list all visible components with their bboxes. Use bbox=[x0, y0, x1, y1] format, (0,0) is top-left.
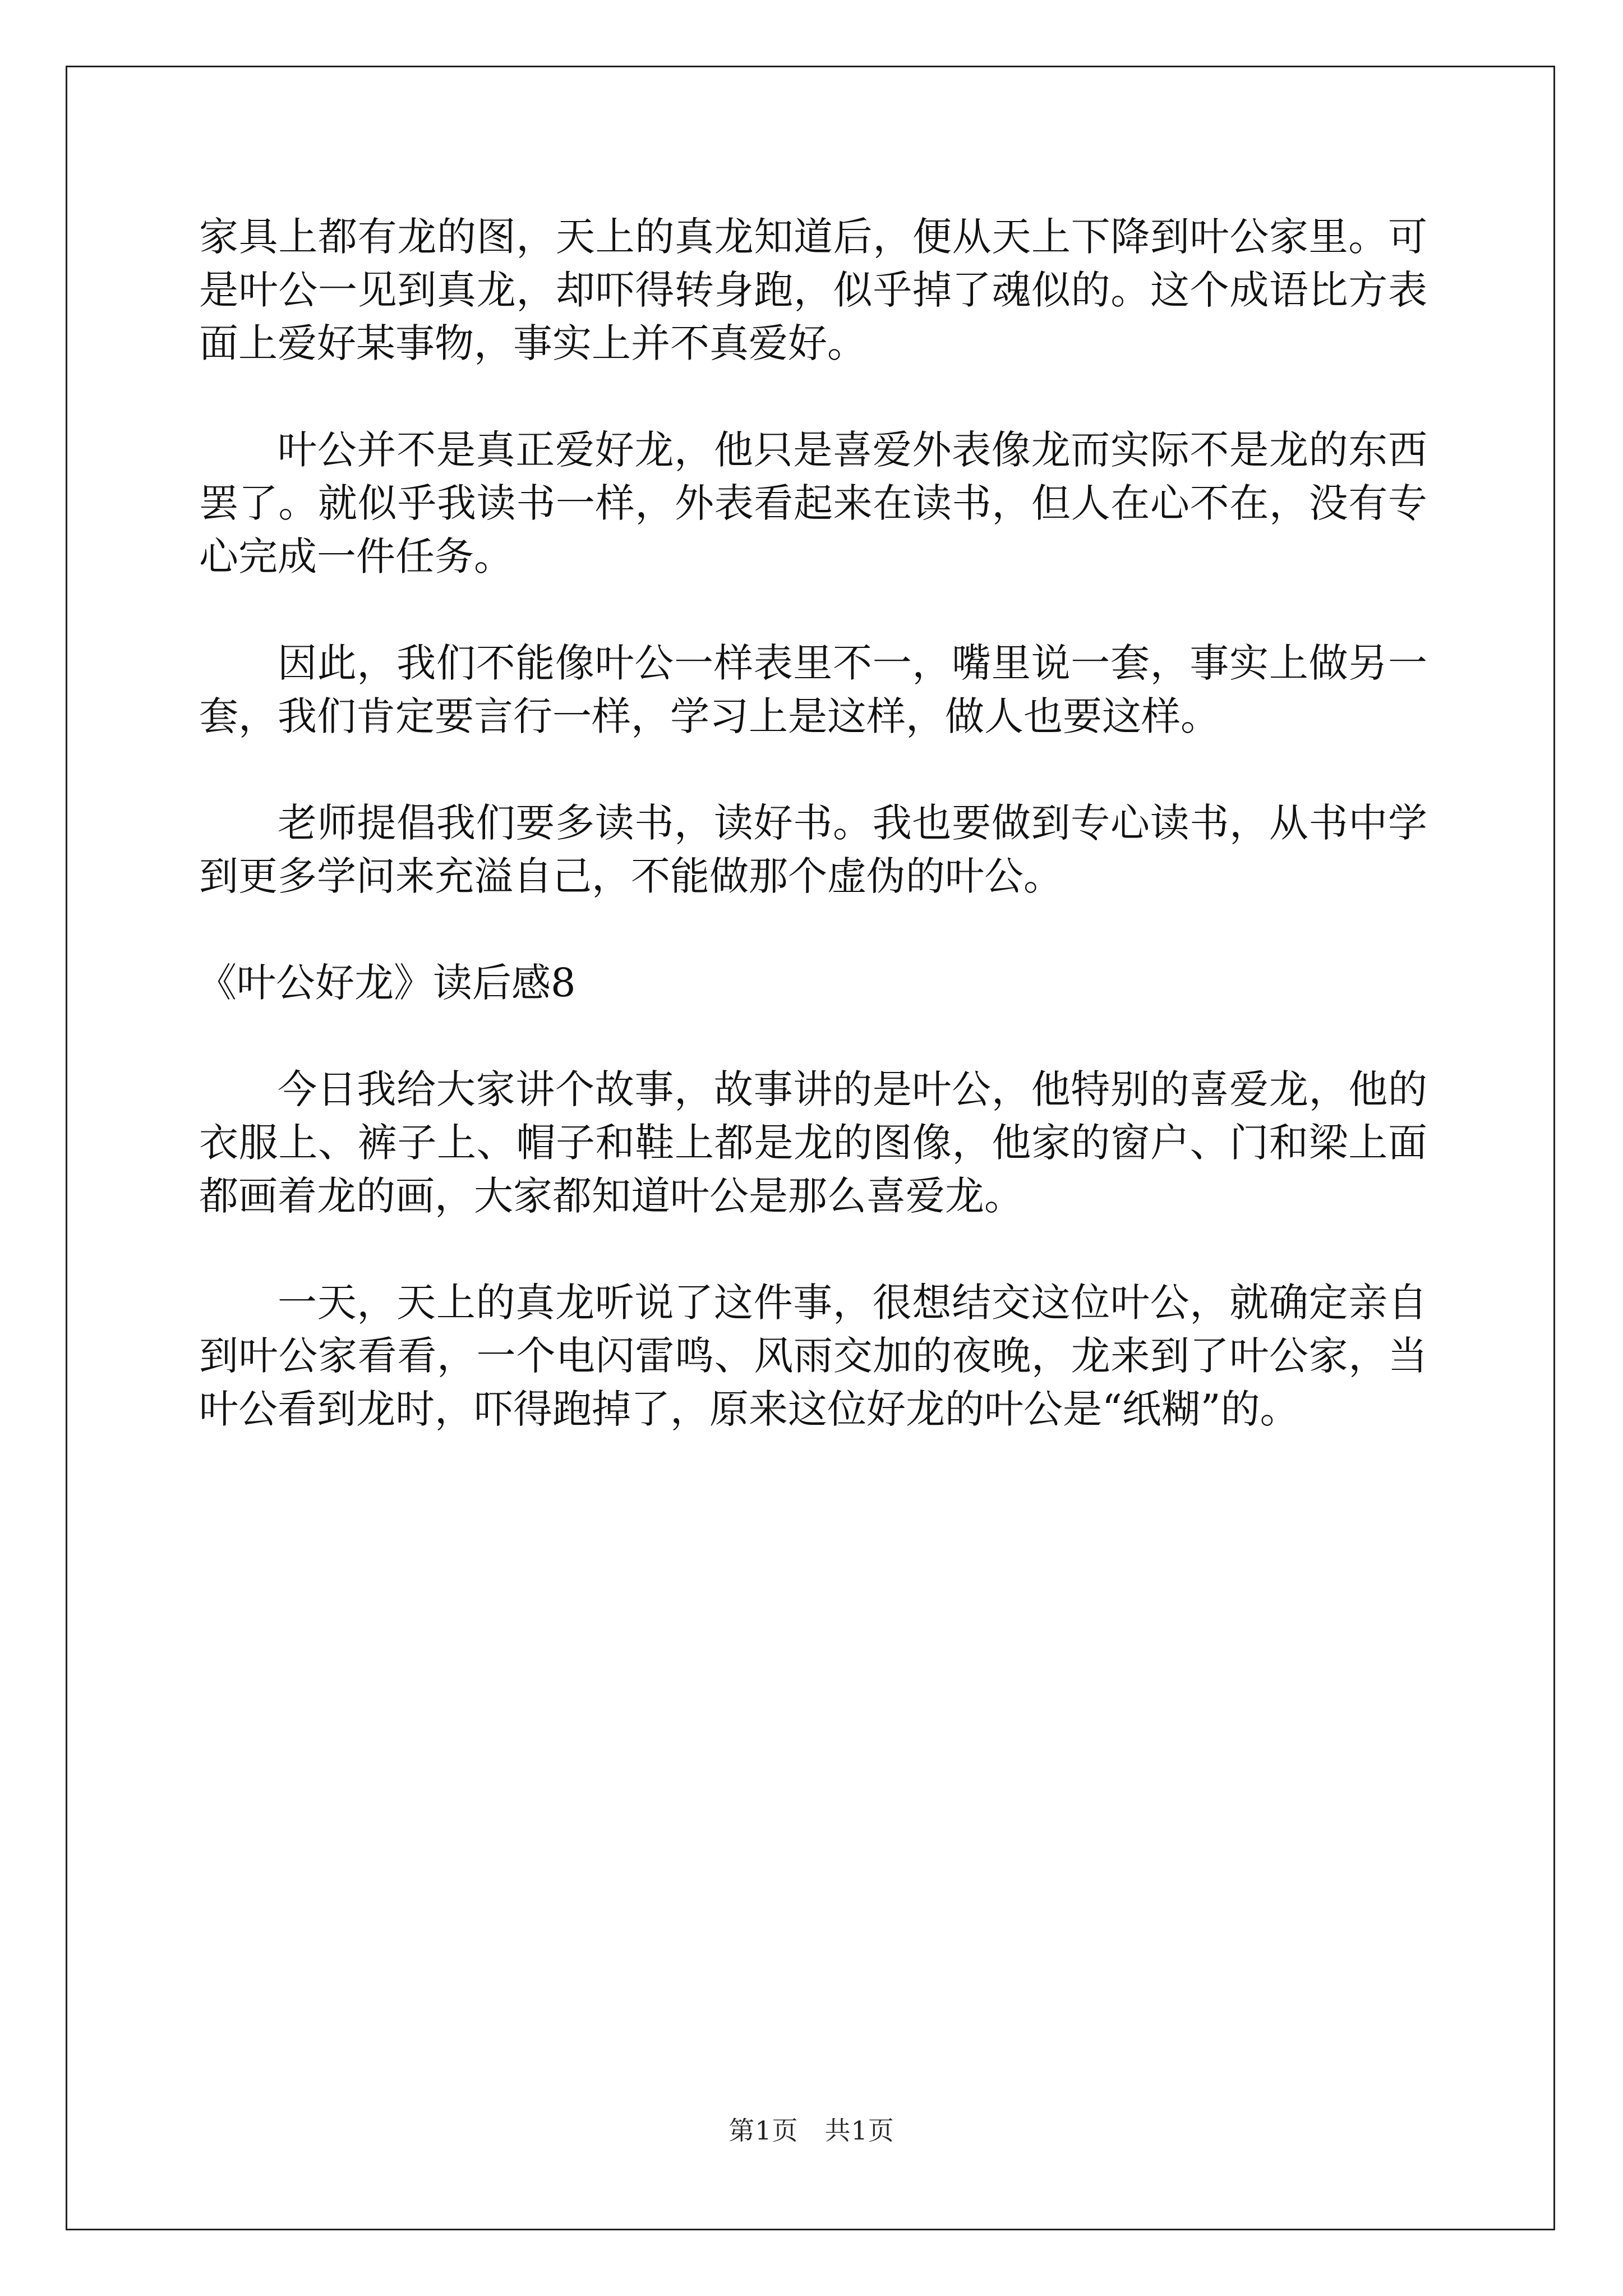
paragraph: 老师提倡我们要多读书，读好书。我也要做到专心读书，从书中学到更多学问来充溢自己，不能做那个虚伪的叶公。 bbox=[199, 800, 1427, 899]
document-body bbox=[199, 210, 1427, 1489]
page-footer bbox=[0, 2110, 1623, 2147]
paragraph-continued: 家具上都有龙的图，天上的真龙知道后，便从天上下降到叶公家里。可是叶公一见到真龙，却吓得转身跑，似乎掉了魂似的。这个成语比方表面上爱好某事物，事实上并不真爱好。 bbox=[199, 214, 1427, 366]
page-total: 共1页 bbox=[824, 2115, 895, 2146]
paragraph: 今日我给大家讲个故事，故事讲的是叶公，他特别的喜爱龙，他的衣服上、裤子上、帽子和鞋上都是龙的图像，他家的窗户、门和梁上面都画着龙的画，大家都知道叶公是那么喜爱龙。 bbox=[199, 1066, 1427, 1219]
paragraph: 叶公并不是真正爱好龙，他只是喜爱外表像龙而实际不是龙的东西罢了。就似乎我读书一样，外表看起来在读书，但人在心不在，没有专心完成一件任务。 bbox=[199, 427, 1427, 579]
paragraph: 一天，天上的真龙听说了这件事，很想结交这位叶公，就确定亲自到叶公家看看，一个电闪雷鸣、风雨交加的夜晚，龙来到了叶公家，当叶公看到龙时，吓得跑掉了，原来这位好龙的叶公是“纸糊”的。 bbox=[199, 1280, 1427, 1432]
paragraph: 因此，我们不能像叶公一样表里不一，嘴里说一套，事实上做另一套，我们肯定要言行一样，学习上是这样，做人也要这样。 bbox=[199, 640, 1427, 739]
section-heading: 《叶公好龙》读后感8 bbox=[197, 960, 576, 1006]
page-number: 第1页 bbox=[728, 2115, 799, 2146]
